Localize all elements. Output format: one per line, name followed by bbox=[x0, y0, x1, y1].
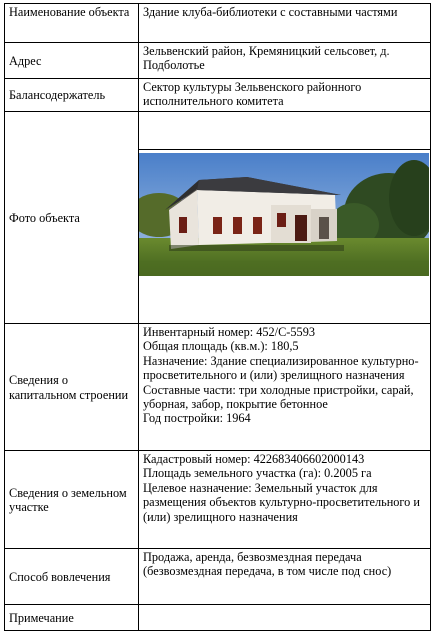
label-method: Способ вовлечения bbox=[5, 549, 139, 605]
value-building bbox=[139, 324, 431, 451]
building-year-built: Год постройки: 1964 bbox=[143, 411, 251, 426]
row-method bbox=[5, 549, 431, 605]
value-method: Продажа, аренда, безвозмездная передача (безвозмездная передача, в том числе под снос) bbox=[139, 549, 431, 605]
row-photo bbox=[5, 112, 431, 324]
value-note bbox=[139, 605, 431, 631]
photo-cell bbox=[139, 112, 431, 324]
label-name: Наименование объекта bbox=[5, 4, 139, 43]
label-photo: Фото объекта bbox=[5, 112, 139, 324]
land-plot-area: Площадь земельного участка (га): 0.2005 га bbox=[143, 466, 372, 481]
label-note: Примечание bbox=[5, 605, 139, 631]
land-purpose: Целевое назначение: Земельный участок для размещения объектов культурно-просветительного и (или) зрелищного назначения bbox=[143, 480, 420, 524]
value-name: Здание клуба-библиотеки с составными частями bbox=[139, 4, 431, 43]
building-total-area: Общая площадь (кв.м.): 180,5 bbox=[143, 339, 299, 354]
value-land bbox=[139, 451, 431, 549]
row-address bbox=[5, 43, 431, 79]
building-inventory-number: Инвентарный номер: 452/С-5593 bbox=[143, 325, 315, 339]
row-land bbox=[5, 451, 431, 549]
building-components: Составные части: три холодные пристройки, сарай, уборная, забор, покрытие бетонное bbox=[143, 382, 414, 412]
label-land: Сведения о земельном участке bbox=[5, 451, 139, 549]
row-building bbox=[5, 324, 431, 451]
label-building: Сведения о капитальном строении bbox=[5, 324, 139, 451]
row-name bbox=[5, 4, 431, 43]
object-photo bbox=[139, 153, 429, 276]
value-address: Зельвенский район, Кремяницкий сельсовет, д. Подболотье bbox=[139, 43, 431, 79]
row-holder bbox=[5, 79, 431, 112]
value-holder: Сектор культуры Зельвенского районного исполнительного комитета bbox=[139, 79, 431, 112]
label-address: Адрес bbox=[5, 43, 139, 79]
building-purpose: Назначение: Здание специализированное культурно-просветительного и (или) зрелищного назначения bbox=[143, 353, 419, 383]
row-note bbox=[5, 605, 431, 631]
photo-frame bbox=[139, 149, 429, 322]
object-card-table bbox=[4, 3, 431, 631]
land-cadastral-number: Кадастровый номер: 422683406602000143 bbox=[143, 452, 365, 466]
label-holder: Балансодержатель bbox=[5, 79, 139, 112]
